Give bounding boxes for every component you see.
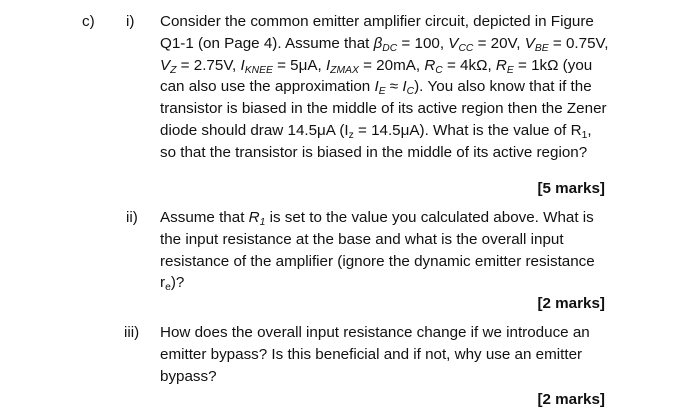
question-iii-text: How does the overall input resistance change if we introduce an emitter bypass? Is this beneficial and if not, why use an emitter bypass?	[160, 324, 590, 385]
question-iii-marks: [2 marks]	[537, 391, 605, 408]
question-i-text: Consider the common emitter amplifier circuit, depicted in Figure Q1-1 (on Page 4). Assume that $\beta_{DC} = 100$, $V_{CC} = 20V$, $V_{BE} = 0.75V$, $V_Z = 2.75V$, $I_{KNEE} = 5\mu A$, $I_{ZMAX} = 20mA$, $R_C = 4k\Omega$, $R_E = 1k\Omega$ (you can also use the approximation $I_E \approx I_C$). You also know that if the transistor is biased in the middle of its active region then the Zener diode should draw 14.5μA $(I_z = 14.5\mu A)$. What is the value of $R_1$, so that the transistor is biased in the middle of its active region?	[160, 13, 609, 161]
part-label: c)	[82, 13, 95, 30]
question-ii-marks: [2 marks]	[537, 295, 605, 312]
question-i-marks: [5 marks]	[537, 180, 605, 197]
question-ii-text: Assume that $R_1$ is set to the value you calculated above. What is the input resistance at the base and what is the overall input resistance of the amplifier (ignore the dynamic emitter resistance $r_e$)?	[160, 209, 595, 294]
question-iii-label: iii)	[124, 324, 140, 341]
question-ii-label: ii)	[126, 209, 138, 226]
question-i-label: i)	[126, 13, 135, 30]
